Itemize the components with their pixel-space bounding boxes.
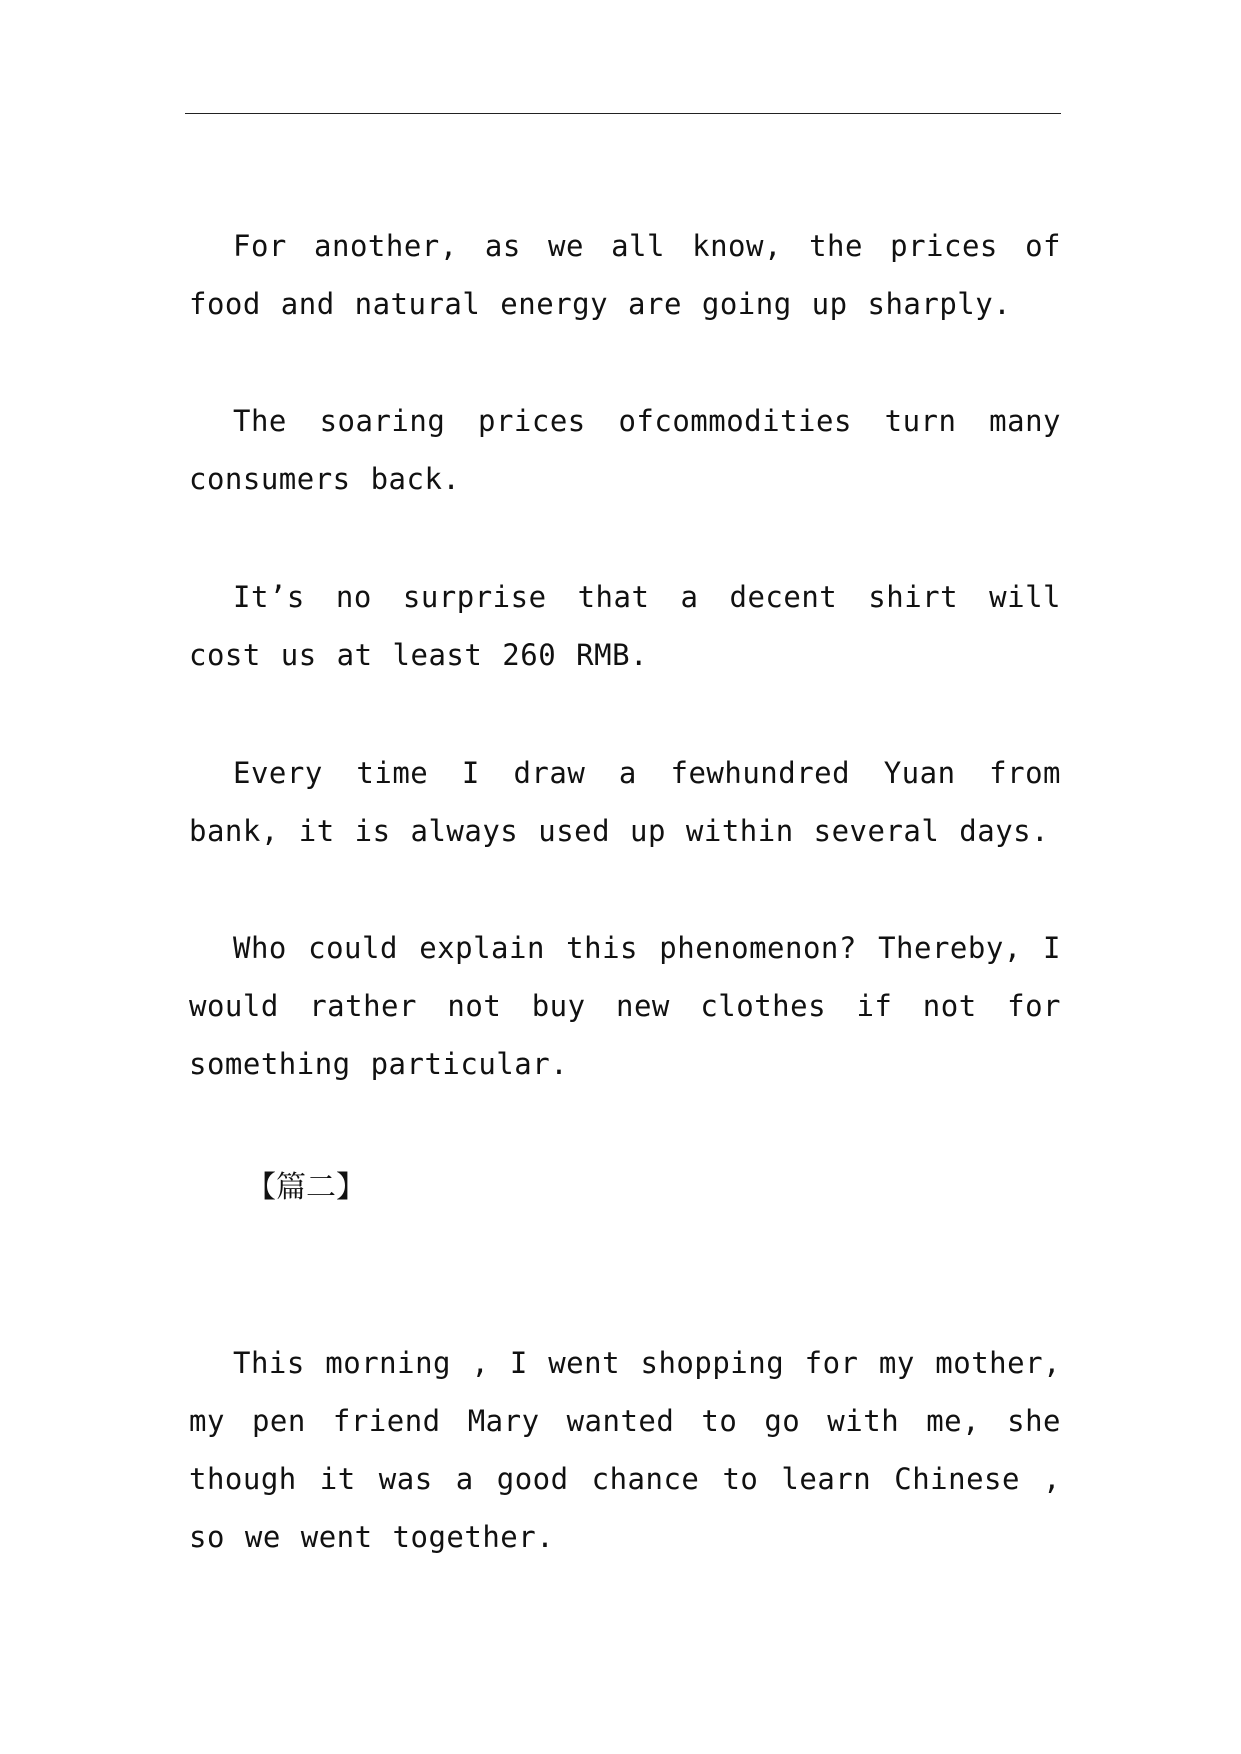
paragraph-shopping-morning: This morning , I went shopping for my mother, my pen friend Mary wanted to go with me, she though it was a good chance to learn Chinese , so we went together. [189, 1346, 1061, 1554]
paragraph-shirt-cost: It’s no surprise that a decent shirt will cost us at least 260 RMB. [189, 580, 1061, 672]
header-rule [185, 113, 1061, 114]
paragraph-phenomenon: Who could explain this phenomenon? Thereby, I would rather not buy new clothes if not for something particular. [189, 931, 1061, 1081]
paragraph-bank-withdrawal: Every time I draw a fewhundred Yuan from bank, it is always used up within several days. [189, 756, 1061, 848]
section-heading: 【篇二】 [246, 1170, 366, 1205]
paragraph-prices-rising: For another, as we all know, the prices of food and natural energy are going up sharply. [189, 229, 1061, 321]
paragraph-soaring-prices: The soaring prices ofcommodities turn many consumers back. [189, 404, 1061, 496]
